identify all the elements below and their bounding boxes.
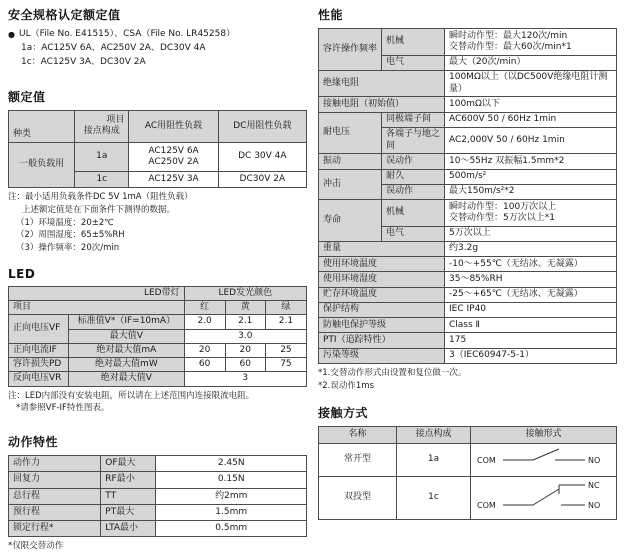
life-electrical-value: 5万次以上 (445, 226, 617, 241)
storage-temperature-label: 贮存环境温度 (319, 287, 445, 302)
if-red: 20 (184, 343, 225, 357)
ambient-humidity-value: 35～85%RH (445, 272, 617, 287)
rated-values-section (8, 88, 307, 255)
com-label: COM (477, 500, 496, 510)
vf-std-green: 2.1 (265, 315, 306, 329)
vibration-label: 振动 (319, 154, 382, 169)
pd-green: 75 (265, 358, 306, 372)
spdt-circuit-icon (475, 479, 613, 513)
shock-protection-class-label: 防触电保护等级 (319, 318, 445, 333)
if-abs-max-label: 绝对最大值mA (69, 343, 184, 357)
safety-ratings-section (8, 6, 307, 70)
pd-red: 60 (184, 358, 225, 372)
shock-malfunction-value: 最大150m/s²*2 (445, 184, 617, 199)
dc-load-header: DC用阻性负载 (218, 110, 306, 142)
led-yellow-header: 黄 (225, 301, 265, 315)
bullet-icon: ● (8, 29, 15, 39)
contact-config-1a: 1a (397, 443, 471, 476)
vibration-value: 10～55Hz 双振幅1.5mm*2 (445, 154, 617, 169)
terminal-ground-label: 各端子与地之间 (382, 127, 445, 154)
contact-resistance-label: 接触电阻（初始值） (319, 97, 445, 112)
insulation-resistance-label: 绝缘电阻 (319, 70, 445, 97)
led-section-title: LED (8, 266, 36, 281)
led-with-lamp-cell: LED带灯 (9, 286, 185, 300)
rated-values-title: 额定值 (8, 89, 46, 104)
vf-max-value: 3.0 (184, 329, 306, 343)
op-item-label: 动作力 (9, 456, 101, 472)
led-note-2: *请参照VF-IF特性图表。 (16, 403, 110, 414)
freq-electrical-label: 电气 (382, 55, 445, 70)
safety-section-title: 安全规格认定额定值 (8, 8, 121, 22)
operating-characteristics-section (8, 433, 307, 553)
op-row-of (9, 456, 307, 472)
vf-standard-label: 标准值V*（IF=10mA） (69, 315, 184, 329)
rating-note-1: 注：最小适用负载条件DC 5V 1mA（阻性负载） (8, 192, 193, 203)
led-color-group-header: LED发光颜色 (184, 286, 306, 300)
op-symbol-label: LTA最小 (101, 521, 156, 537)
vr-value: 3 (184, 372, 306, 386)
led-section (8, 267, 307, 415)
withstand-voltage-label: 耐电压 (319, 112, 382, 154)
pd-abs-max-label: 绝对最大值mW (69, 358, 184, 372)
dc-rating-1c-cell: DC30V 2A (218, 171, 306, 187)
contact-name-spdt: 双投型 (319, 476, 397, 519)
corner-item-label: 项目 (106, 115, 125, 126)
rating-note-5: （3）操作频率：20次/min (16, 243, 120, 254)
rated-values-table (8, 110, 307, 188)
op-item-label: 预行程 (9, 504, 101, 520)
led-header-row-2 (9, 301, 307, 315)
perf-withstand-same-row (319, 112, 617, 127)
op-symbol-label: OF最大 (101, 456, 156, 472)
shock-endurance-label: 耐久 (382, 169, 445, 184)
op-row-pt (9, 504, 307, 520)
load-group-cell: 一般负载用 (9, 142, 75, 187)
ambient-temperature-value: -10～+55℃（无结冰、无凝露） (445, 257, 617, 272)
vf-std-yellow: 2.1 (225, 315, 265, 329)
led-red-header: 红 (184, 301, 225, 315)
life-mech-line1: 瞬时动作型：100万次以上 (449, 201, 557, 212)
perf-life-mech-row (319, 200, 617, 227)
perf-insulation-row (319, 70, 617, 97)
performance-section (318, 6, 616, 392)
life-electrical-label: 电气 (382, 226, 445, 241)
performance-notes (318, 367, 616, 393)
rated-values-notes (8, 191, 307, 255)
op-symbol-label: TT (101, 488, 156, 504)
ambient-temperature-label: 使用环境温度 (319, 257, 445, 272)
storage-temperature-value: -25～+65℃（无结冰、无凝露） (445, 287, 617, 302)
led-green-header: 绿 (265, 301, 306, 315)
shock-label: 冲击 (319, 169, 382, 200)
performance-note-1: *1.交替动作形式由设置和复位做一次。 (318, 367, 467, 378)
op-symbol-label: PT最大 (101, 504, 156, 520)
op-row-rf (9, 472, 307, 488)
freq-mech-line1: 瞬时动作型：最大120次/min (449, 30, 568, 41)
spst-circuit-icon (475, 446, 613, 470)
op-value: 约2mm (156, 488, 307, 504)
ac-rating-1a-line2: AC250V 2A (148, 156, 199, 167)
rated-values-header-row (9, 110, 307, 142)
led-table (8, 286, 307, 387)
freq-mechanical-value (445, 29, 617, 56)
corner-item-config-cell (75, 110, 129, 142)
contact-config-1c: 1c (397, 476, 471, 519)
op-row-tt (9, 488, 307, 504)
vf-std-red: 2.0 (184, 315, 225, 329)
perf-pti-row (319, 333, 617, 348)
same-pole-label: 同极端子间 (382, 112, 445, 127)
nc-label: NC (588, 480, 600, 490)
performance-title: 性能 (318, 8, 344, 22)
op-item-label: 总行程 (9, 488, 101, 504)
contact-form-header: 接触形式 (471, 427, 617, 443)
shock-protection-class-value: Class Ⅱ (445, 318, 617, 333)
forward-voltage-label: 正向电压VF (9, 315, 69, 344)
operating-characteristics-table (8, 455, 307, 537)
op-row-lta (9, 521, 307, 537)
contact-name-no: 常开型 (319, 443, 397, 476)
contact-resistance-value: 100mΩ以下 (445, 97, 617, 112)
contact-form-table (318, 426, 617, 520)
contact-config-header: 接点构成 (397, 427, 471, 443)
power-dissipation-label: 容许损失PD (9, 358, 69, 372)
rated-values-row-1a (9, 142, 307, 171)
life-mechanical-value (445, 200, 617, 227)
ac-rating-1a-cell (129, 142, 218, 171)
config-1a-cell: 1a (75, 142, 129, 171)
vr-abs-max-label: 绝对最大值V (69, 372, 184, 386)
perf-protection-row (319, 302, 617, 317)
performance-table (318, 28, 617, 364)
pollution-degree-value: 3（IEC60947-5-1） (445, 348, 617, 363)
if-yellow: 20 (225, 343, 265, 357)
allowed-frequency-label: 容许操作频率 (319, 29, 382, 71)
safety-rating-1c: 1c：AC125V 3A、DC30V 2A (21, 56, 146, 67)
perf-contact-resistance-row (319, 97, 617, 112)
safety-standards-line (8, 28, 307, 42)
led-header-row-1 (9, 286, 307, 300)
forward-current-label: 正向电流IF (9, 343, 69, 357)
operating-note: *仅限交替动作 (8, 541, 64, 552)
op-item-label: 锁定行程* (9, 521, 101, 537)
perf-storage-temp-row (319, 287, 617, 302)
terminal-ground-value: AC2,000V 50 / 60Hz 1min (445, 127, 617, 154)
led-vr-row (9, 372, 307, 386)
same-pole-value: AC600V 50 / 60Hz 1min (445, 112, 617, 127)
no-label: NO (588, 455, 601, 465)
if-green: 25 (265, 343, 306, 357)
op-value: 0.15N (156, 472, 307, 488)
op-symbol-label: RF最小 (101, 472, 156, 488)
corner-config-label: 接点构成 (83, 126, 120, 137)
pollution-degree-label: 污染等级 (319, 348, 445, 363)
perf-freq-mech-row (319, 29, 617, 56)
ac-load-header: AC用阻性负载 (129, 110, 218, 142)
weight-value: 约3.2g (445, 241, 617, 256)
freq-mech-line2: 交替动作型：最大60次/min*1 (449, 41, 572, 52)
contact-form-section (318, 404, 616, 520)
op-value: 1.5mm (156, 504, 307, 520)
led-vf-std-row (9, 315, 307, 329)
contact-row-normally-open (319, 443, 617, 476)
performance-note-2: *2.误动作1ms (318, 380, 374, 391)
perf-weight-row (319, 241, 617, 256)
reverse-voltage-label: 反向电压VR (9, 372, 69, 386)
rating-note-2: 上述额定值是在下面条件下测得的数据。 (22, 204, 176, 215)
corner-kind-cell: 种类 (9, 110, 75, 142)
no-label: NO (588, 500, 601, 510)
led-notes (8, 390, 307, 416)
life-mech-line2: 交替动作型：5万次以上*1 (449, 212, 555, 223)
perf-ambient-temp-row (319, 257, 617, 272)
shock-endurance-value: 500m/s² (445, 169, 617, 184)
perf-pollution-row (319, 348, 617, 363)
pti-value: 175 (445, 333, 617, 348)
ac-rating-1c-cell: AC125V 3A (129, 171, 218, 187)
safety-standards-text: UL（File No. E41515）、CSA（File No. LR45258） (18, 29, 236, 39)
vibration-malfunction-label: 误动作 (382, 154, 445, 169)
spst-diagram-cell (471, 443, 617, 476)
ac-rating-1a-line1: AC125V 6A (148, 145, 199, 156)
protection-structure-value: IEC IP40 (445, 302, 617, 317)
contact-row-changeover (319, 476, 617, 519)
freq-electrical-value: 最大（20次/min） (445, 55, 617, 70)
com-label: COM (477, 455, 496, 465)
shock-malfunction-label: 误动作 (382, 184, 445, 199)
op-value: 2.45N (156, 456, 307, 472)
ambient-humidity-label: 使用环境湿度 (319, 272, 445, 287)
weight-label: 重量 (319, 241, 445, 256)
perf-shock-endure-row (319, 169, 617, 184)
pti-label: PTI（追踪特性） (319, 333, 445, 348)
lifetime-label: 寿命 (319, 200, 382, 242)
left-column (8, 6, 307, 553)
op-item-label: 回复力 (9, 472, 101, 488)
contact-name-header: 名称 (319, 427, 397, 443)
protection-structure-label: 保护结构 (319, 302, 445, 317)
rating-note-4: （2）周围湿度：65±5%RH (16, 230, 125, 241)
dc-rating-1a-cell: DC 30V 4A (218, 142, 306, 171)
config-1c-cell: 1c (75, 171, 129, 187)
led-if-row (9, 343, 307, 357)
operating-characteristics-title: 动作特性 (8, 435, 59, 450)
freq-mechanical-label: 机械 (382, 29, 445, 56)
led-item-header: 项目 (9, 301, 185, 315)
contact-header-row (319, 427, 617, 443)
spdt-diagram-cell (471, 476, 617, 519)
rating-note-3: （1）环境温度：20±2℃ (16, 217, 114, 228)
led-pd-row (9, 358, 307, 372)
vf-max-label: 最大值V (69, 329, 184, 343)
perf-class-row (319, 318, 617, 333)
perf-ambient-humidity-row (319, 272, 617, 287)
pd-yellow: 60 (225, 358, 265, 372)
life-mechanical-label: 机械 (382, 200, 445, 227)
led-note-1: 注：LED内部没有安装电阻，所以请在上述范围内连接限流电阻。 (8, 390, 255, 401)
right-column (318, 6, 616, 520)
op-value: 0.5mm (156, 521, 307, 537)
insulation-resistance-value: 100MΩ以上（以DC500V绝缘电阻计测量） (445, 70, 617, 97)
safety-rating-1a: 1a：AC125V 6A、AC250V 2A、DC30V 4A (21, 42, 206, 53)
perf-vibration-row (319, 154, 617, 169)
contact-form-title: 接触方式 (318, 406, 369, 421)
